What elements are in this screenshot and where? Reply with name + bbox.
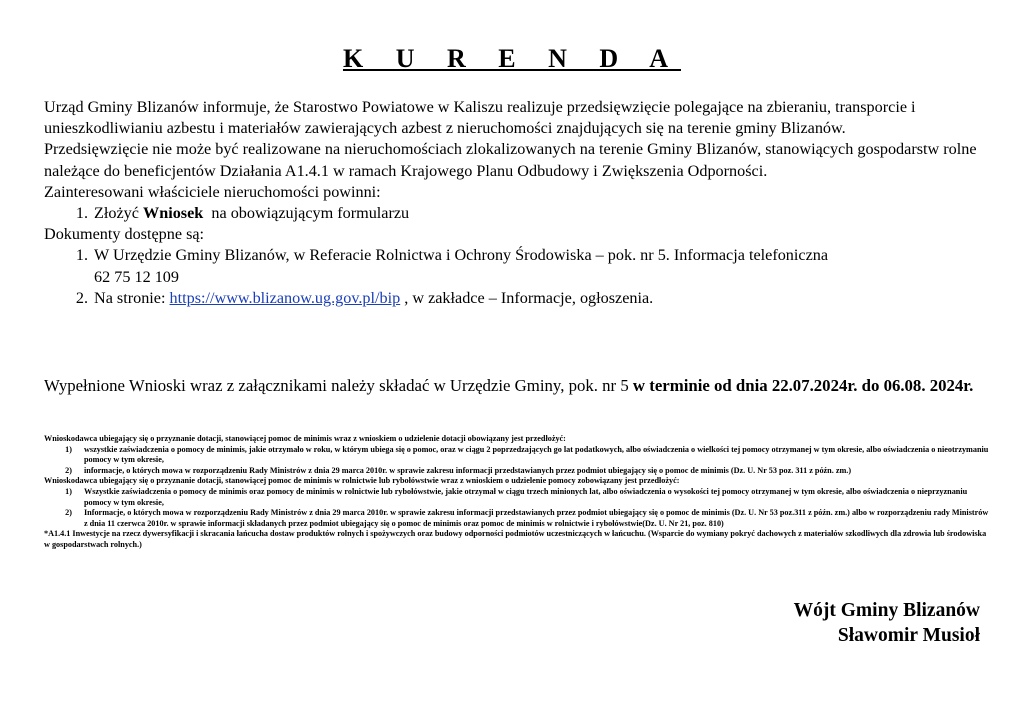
list-item	[44, 466, 989, 477]
restriction-paragraph: Przedsięwzięcie nie może być realizowane na nieruchomościach zlokalizowanych na terenie Gminy Blizanów, stanowiących gospodarstw rolne należące do beneficjentów Działania A1.4.1 w ramach Krajowego Planu Odbudowy i Zwiększenia Odporności.	[44, 140, 977, 180]
phone-number: 62 75 12 109	[94, 267, 179, 286]
intro-paragraph: Urząd Gminy Blizanów informuje, że Starostwo Powiatowe w Kaliszu realizuje przedsięwzięcie polegające na zbieraniu, transporcie i unieszkodliwianiu azbestu i materiałów zawierających azbest z nieruchomości znajdujących się na terenie gminy Blizanów.	[44, 98, 916, 138]
list-text: na obowiązującym formularzu	[203, 204, 410, 223]
list-item	[44, 245, 994, 287]
fine-print-heading-1: Wnioskodawca ubiegający się o przyznanie dotacji, stanowiącej pomoc de minimis wraz z wnioskiem o udzielenie dotacji obowiązany jest przedłożyć:	[44, 434, 566, 443]
wniosek-label: Wniosek	[143, 204, 204, 223]
list-text: Złożyć	[94, 204, 143, 223]
signature-name: Sławomir Musioł	[837, 625, 980, 646]
list-item	[44, 288, 994, 309]
list-number: 1)	[65, 486, 72, 496]
signature-block	[794, 598, 980, 648]
list-text: informacje, o których mowa w rozporządzeniu Rady Ministrów z dnia 29 marca 2010r. w sprawie zakresu informacji przedstawianych przez podmiot ubiegający się o pomoc de minimis (Dz. U. Nr 53 poz. 311 z późn. zm.)	[84, 465, 852, 475]
list-text: Wszystkie zaświadczenia o pomocy de minimis oraz pomocy de minimis w rolnictwie lub rybołówstwie, jakie otrzymał w ciągu trzech minionych lat, albo oświadczenia o wysokości tej pomocy otrzymanej w tym okresie, albo oświadczenia o nieprzyznaniu pomocy w tym okresie,	[84, 486, 968, 507]
list-text: Informacje, o których mowa w rozporządzeniu Rady Ministrów z dnia 29 marca 2010r. w sprawie zakresu informacji przedstawianych przez podmiot ubiegający się o pomoc de minimis (Dz. U. Nr 53 poz.311 z późn. zm.) albo w rozporządzeniu rady Ministrów z dnia 11 czerwca 2010r. w sprawie informacji składanych przez podmiot ubiegający się o pomoc de minimis oraz pomoc de minimis w rolnictwie i rybołówstwie(Dz. U. Nr 21, poz. 810)	[84, 508, 989, 528]
document-title: K U R E N D A	[342, 44, 681, 73]
list-text: Na stronie:	[94, 288, 170, 307]
documents-list	[44, 245, 994, 309]
notice-text: Wypełnione Wnioski wraz z załącznikami należy składać w Urzędzie Gminy, pok. nr 5	[44, 376, 633, 395]
list-item	[44, 445, 989, 466]
announcement-body	[44, 97, 994, 309]
owners-heading: Zainteresowani właściciele nieruchomości powinni:	[44, 182, 381, 201]
fine-print-heading-2: Wnioskodawca ubiegający się o przyznanie dotacji, stanowiącej pomoc de minimis w rolnictwie lub rybołówstwie wraz z wnioskiem o udzielenie pomocy zobowiązany jest przedłożyć:	[44, 476, 680, 486]
list-number: 2)	[65, 508, 72, 518]
list-item	[44, 203, 994, 224]
fine-print	[44, 434, 989, 551]
list-text: W Urzędzie Gminy Blizanów, w Referacie Rolnictwa i Ochrony Środowiska – pok. nr 5. Informacja telefoniczna	[94, 246, 829, 265]
list-number: 2)	[65, 465, 72, 475]
documents-heading: Dokumenty dostępne są:	[44, 225, 205, 244]
bip-link[interactable]: https://www.blizanow.ug.gov.pl/bip	[169, 288, 401, 307]
list-item	[44, 508, 989, 529]
list-text: , w zakładce – Informacje, ogłoszenia.	[400, 288, 654, 307]
list-number: 1.	[75, 246, 88, 265]
deadline-notice	[44, 375, 989, 396]
footnote: *A1.4.1 Inwestycje na rzecz dywersyfikacji i skracania łańcucha dostaw produktów rolnych i spożywczych oraz budowy odporności podmiotów uczestniczących w łańcuchu. (Wsparcie do wymiany pokryć dachowych z materiałów szkodliwych dla zdrowia lub środowiska w gospodarstwach rolnych.)	[44, 529, 987, 549]
list-item	[44, 487, 989, 508]
list-number: 1)	[65, 444, 72, 454]
owners-list	[44, 203, 994, 224]
list-number: 2.	[75, 288, 88, 307]
signature-title: Wójt Gminy Blizanów	[793, 600, 980, 621]
list-number: 1.	[75, 204, 88, 223]
list-text: wszystkie zaświadczenia o pomocy de minimis, jakie otrzymało w roku, w którym ubiega się o pomoc, oraz w ciągu 2 poprzedzających go lat podatkowych, albo oświadczenia o wielkości tej pomocy otrzymanej w tym okresie, albo oświadczenia o nieotrzymaniu pomocy w tym okresie,	[84, 444, 989, 465]
deadline-dates: w terminie od dnia 22.07.2024r. do 06.08. 2024r.	[632, 376, 974, 395]
